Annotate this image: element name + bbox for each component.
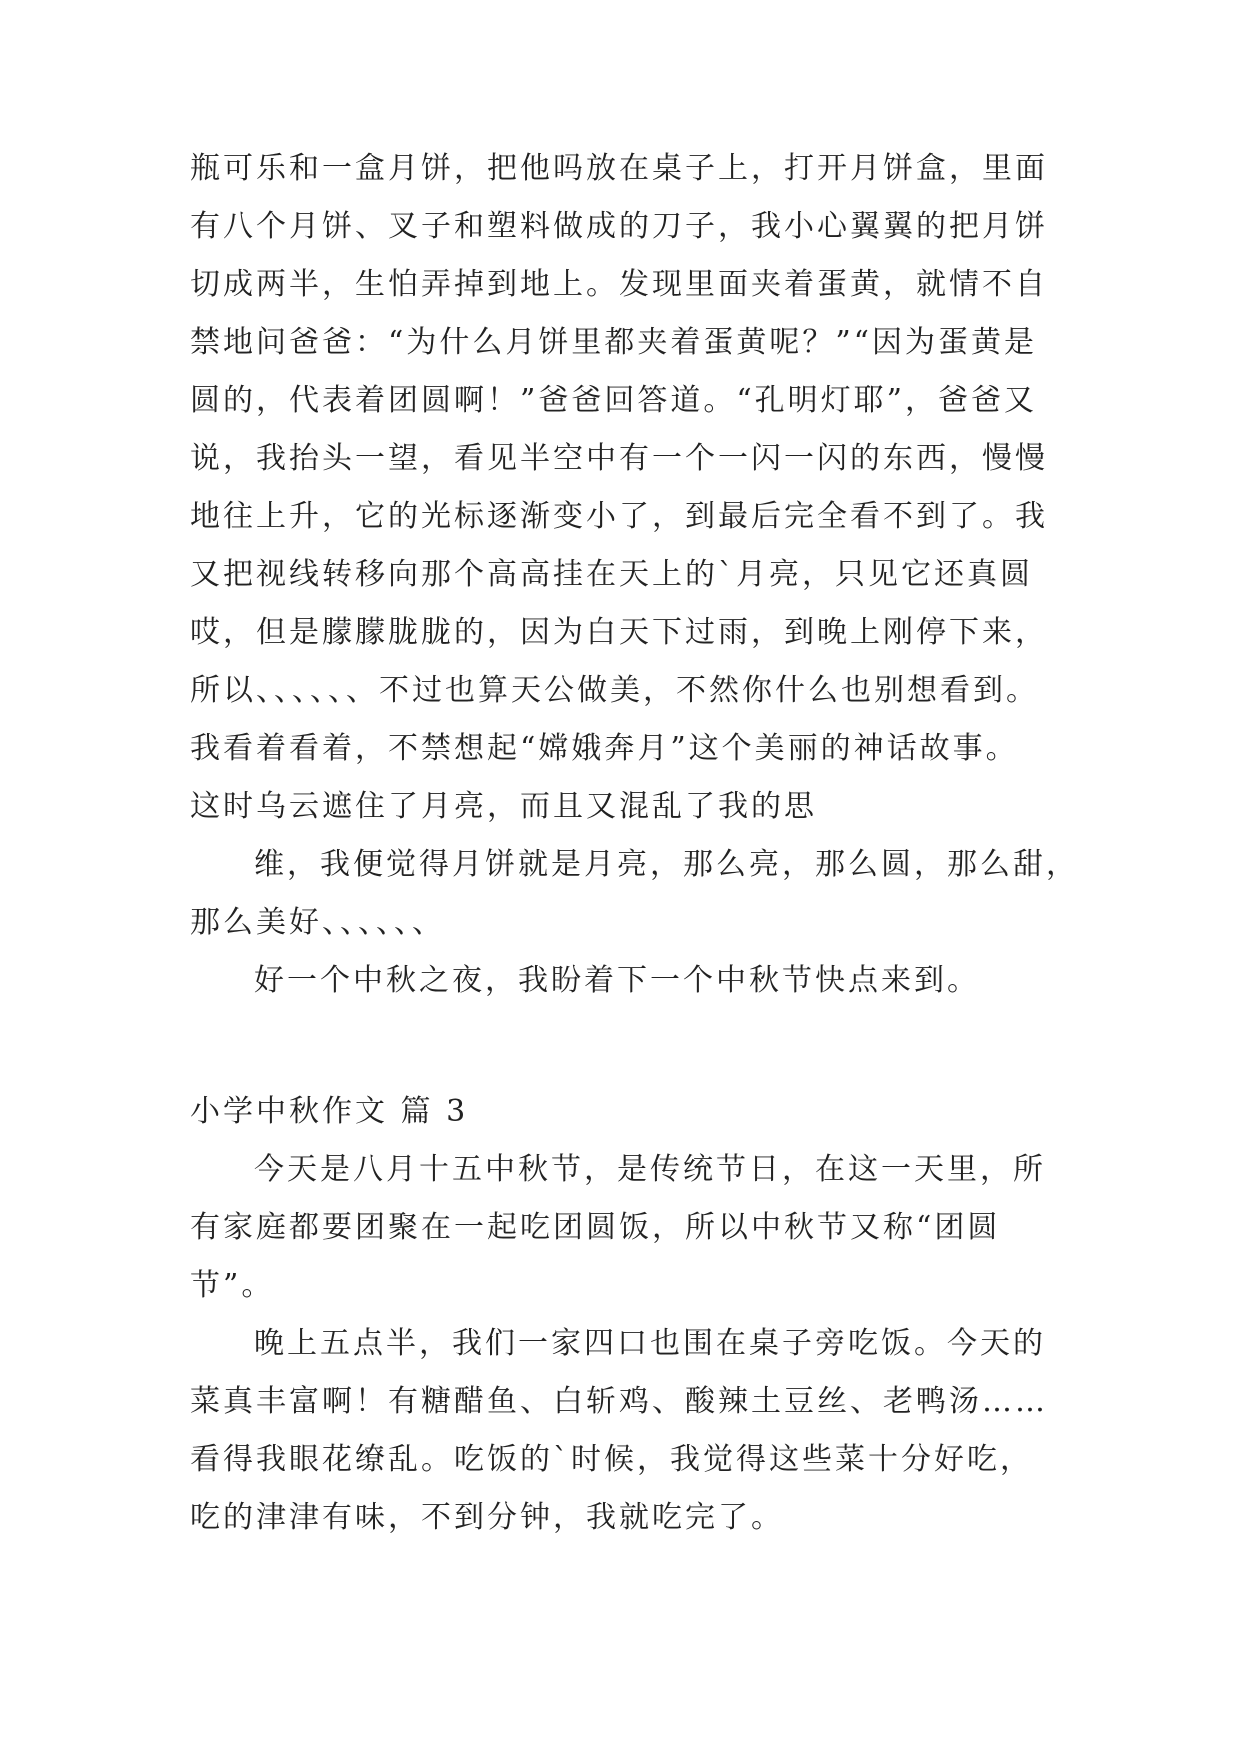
- text-line: 这时乌云遮住了月亮，而且又混乱了我的思: [190, 789, 817, 824]
- text-line: 圆的，代表着团圆啊！”爸爸回答道。“孔明灯耶”，爸爸又: [190, 383, 1038, 418]
- essay-section-3: [190, 1083, 1070, 1547]
- text-line: 又把视线转移向那个高高挂在天上的`月亮，只见它还真圆: [190, 557, 1033, 592]
- text-line: 有八个月饼、叉子和塑料做成的刀子，我小心翼翼的把月饼: [190, 209, 1048, 244]
- text-line: 节”。: [190, 1268, 275, 1303]
- section-heading: 小学中秋作文 篇 3: [190, 1094, 469, 1129]
- text-line: 所以、、、、、、不过也算天公做美，不然你什么也别想看到。: [190, 673, 1039, 708]
- text-line: 哎，但是朦朦胧胧的，因为白天下过雨，到晚上刚停下来，: [190, 615, 1048, 650]
- text-line: 地往上升，它的光标逐渐变小了，到最后完全看不到了。我: [190, 499, 1048, 534]
- text-line: 吃的津津有味，不到分钟，我就吃完了。: [190, 1500, 784, 1535]
- text-line: 看得我眼花缭乱。吃饭的`时候，我觉得这些菜十分好吃，: [190, 1442, 1033, 1477]
- text-line: 切成两半，生怕弄掉到地上。发现里面夹着蛋黄，就情不自: [190, 267, 1048, 302]
- paragraph-first-line: 今天是八月十五中秋节，是传统节日，在这一天里，所: [254, 1152, 1046, 1187]
- text-line: 有家庭都要团聚在一起吃团圆饭，所以中秋节又称“团圆: [190, 1210, 1001, 1245]
- essay-continuation: [190, 140, 1079, 1010]
- paragraph-first-line: 维，我便觉得月饼就是月亮，那么亮，那么圆，那么甜，: [254, 847, 1079, 882]
- paragraph-first-line: 晚上五点半，我们一家四口也围在桌子旁吃饭。今天的: [254, 1326, 1046, 1361]
- paragraph-first-line: 好一个中秋之夜，我盼着下一个中秋节快点来到。: [254, 963, 980, 998]
- text-line: 菜真丰富啊！有糖醋鱼、白斩鸡、酸辣土豆丝、老鸭汤……: [190, 1384, 1048, 1419]
- text-line: 那么美好、、、、、、: [190, 905, 445, 940]
- text-line: 我看着看着，不禁想起“嫦娥奔月”这个美丽的神话故事。: [190, 731, 1019, 766]
- text-line: 禁地问爸爸：“为什么月饼里都夹着蛋黄呢？”“因为蛋黄是: [190, 325, 1038, 360]
- text-line: 瓶可乐和一盒月饼，把他吗放在桌子上，打开月饼盒，里面: [190, 151, 1048, 186]
- text-line: 说，我抬头一望，看见半空中有一个一闪一闪的东西，慢慢: [190, 441, 1048, 476]
